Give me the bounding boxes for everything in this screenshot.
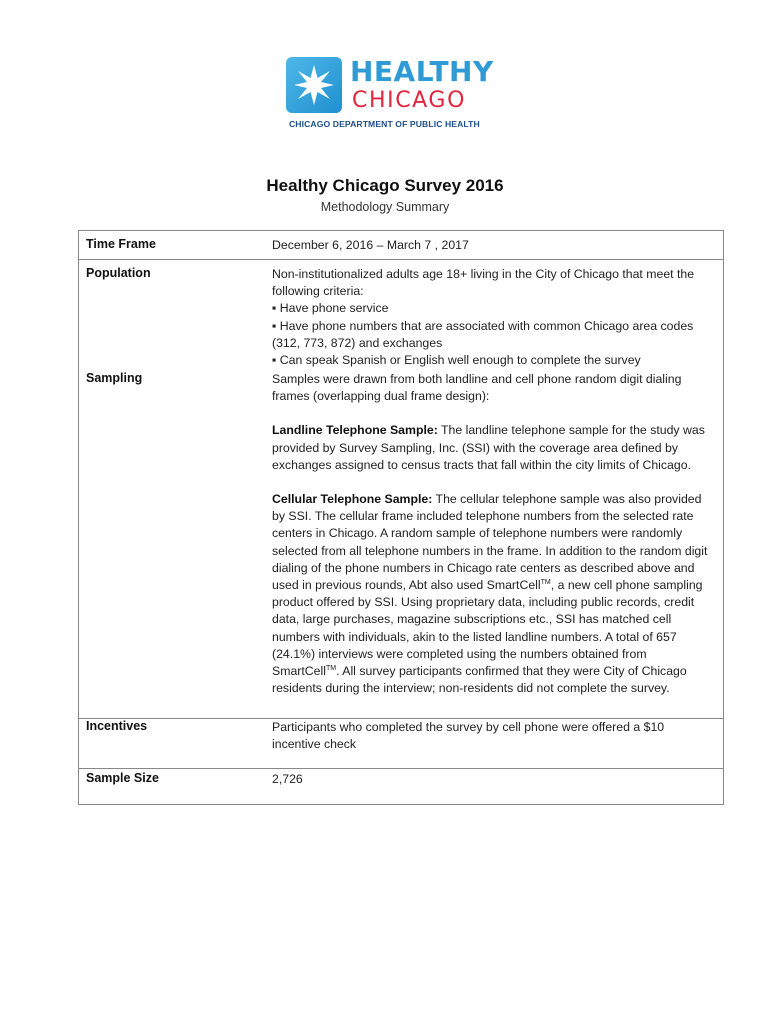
cellular-heading: Cellular Telephone Sample: xyxy=(272,492,433,507)
population-line: (312, 773, 872) and exchanges xyxy=(272,335,443,350)
logo-healthy-text: HEALTHY xyxy=(350,55,494,88)
population-line: ▪ Have phone service xyxy=(272,301,389,316)
time-frame-value: December 6, 2016 – March 7 , 2017 xyxy=(272,238,469,252)
sampling-intro: Samples were drawn from both landline and cell phone random digit dialing frames (overlapping dual frame design): xyxy=(272,372,682,404)
healthy-chicago-logo xyxy=(286,55,494,137)
cellular-paragraph xyxy=(272,491,714,697)
chicago-star-icon xyxy=(286,57,342,113)
methodology-table xyxy=(78,230,724,805)
row-population xyxy=(79,260,723,368)
logo-chicago-text: CHICAGO xyxy=(352,88,466,113)
department-name: CHICAGO DEPARTMENT OF PUBLIC HEALTH xyxy=(289,119,480,129)
row-sampling xyxy=(79,368,723,719)
population-line: Non-institutionalized adults age 18+ living in the City of Chicago that meet the xyxy=(272,267,695,281)
population-line: ▪ Have phone numbers that are associated with common Chicago area codes xyxy=(272,318,694,333)
document-title: Healthy Chicago Survey 2016 xyxy=(266,176,504,195)
sample-size-label: Sample Size xyxy=(86,771,159,785)
row-time-frame xyxy=(79,231,723,260)
landline-text: The landline telephone sample for the study was provided by Survey Sampling, Inc. (SSI) with the coverage area defined by exchanges assigned to census tracts that fall within the city limits of Chicago. xyxy=(272,423,705,472)
landline-heading: Landline Telephone Sample: xyxy=(272,423,438,438)
time-frame-label: Time Frame xyxy=(86,237,156,251)
sample-size-value: 2,726 xyxy=(272,772,303,786)
trademark-mark: TM xyxy=(325,664,337,672)
cellular-text: , a new cell phone sampling product offered by SSI. Using proprietary data, including public records, credit data, large purchases, magazine subscriptions etc., SSI has matched cell numbers with individuals, akin to the listed landline numbers. A total of 657 (24.1%) interviews were completed using the numbers obtained from SmartCell xyxy=(272,578,703,679)
row-sample-size xyxy=(79,769,723,804)
incentives-label: Incentives xyxy=(86,719,148,733)
trademark-mark: TM xyxy=(540,578,551,586)
population-line: following criteria: xyxy=(272,284,364,299)
landline-paragraph xyxy=(272,422,714,474)
population-label: Population xyxy=(86,266,151,280)
cellular-text: . All survey participants confirmed that they were City of Chicago residents during the interview; non-residents did not complete the survey. xyxy=(272,664,687,696)
incentives-value: Participants who completed the survey by cell phone were offered a $10 incentive check xyxy=(272,720,665,752)
sampling-value xyxy=(272,371,714,697)
row-incentives xyxy=(79,719,723,769)
sampling-label: Sampling xyxy=(86,371,143,385)
population-value xyxy=(272,266,714,369)
document-subtitle: Methodology Summary xyxy=(320,200,450,214)
population-line: ▪ Can speak Spanish or English well enough to complete the survey xyxy=(272,353,641,368)
cellular-text: The cellular telephone sample was also provided by SSI. The cellular frame included telephone numbers from the selected rate centers in Chicago. A random sample of telephone numbers were randomly selected from all telephone numbers in the frame. In addition to the random digit dialing of the phone numbers in Chicago rate centers as described above and used in previous rounds, Abt also used SmartCell xyxy=(272,492,708,593)
